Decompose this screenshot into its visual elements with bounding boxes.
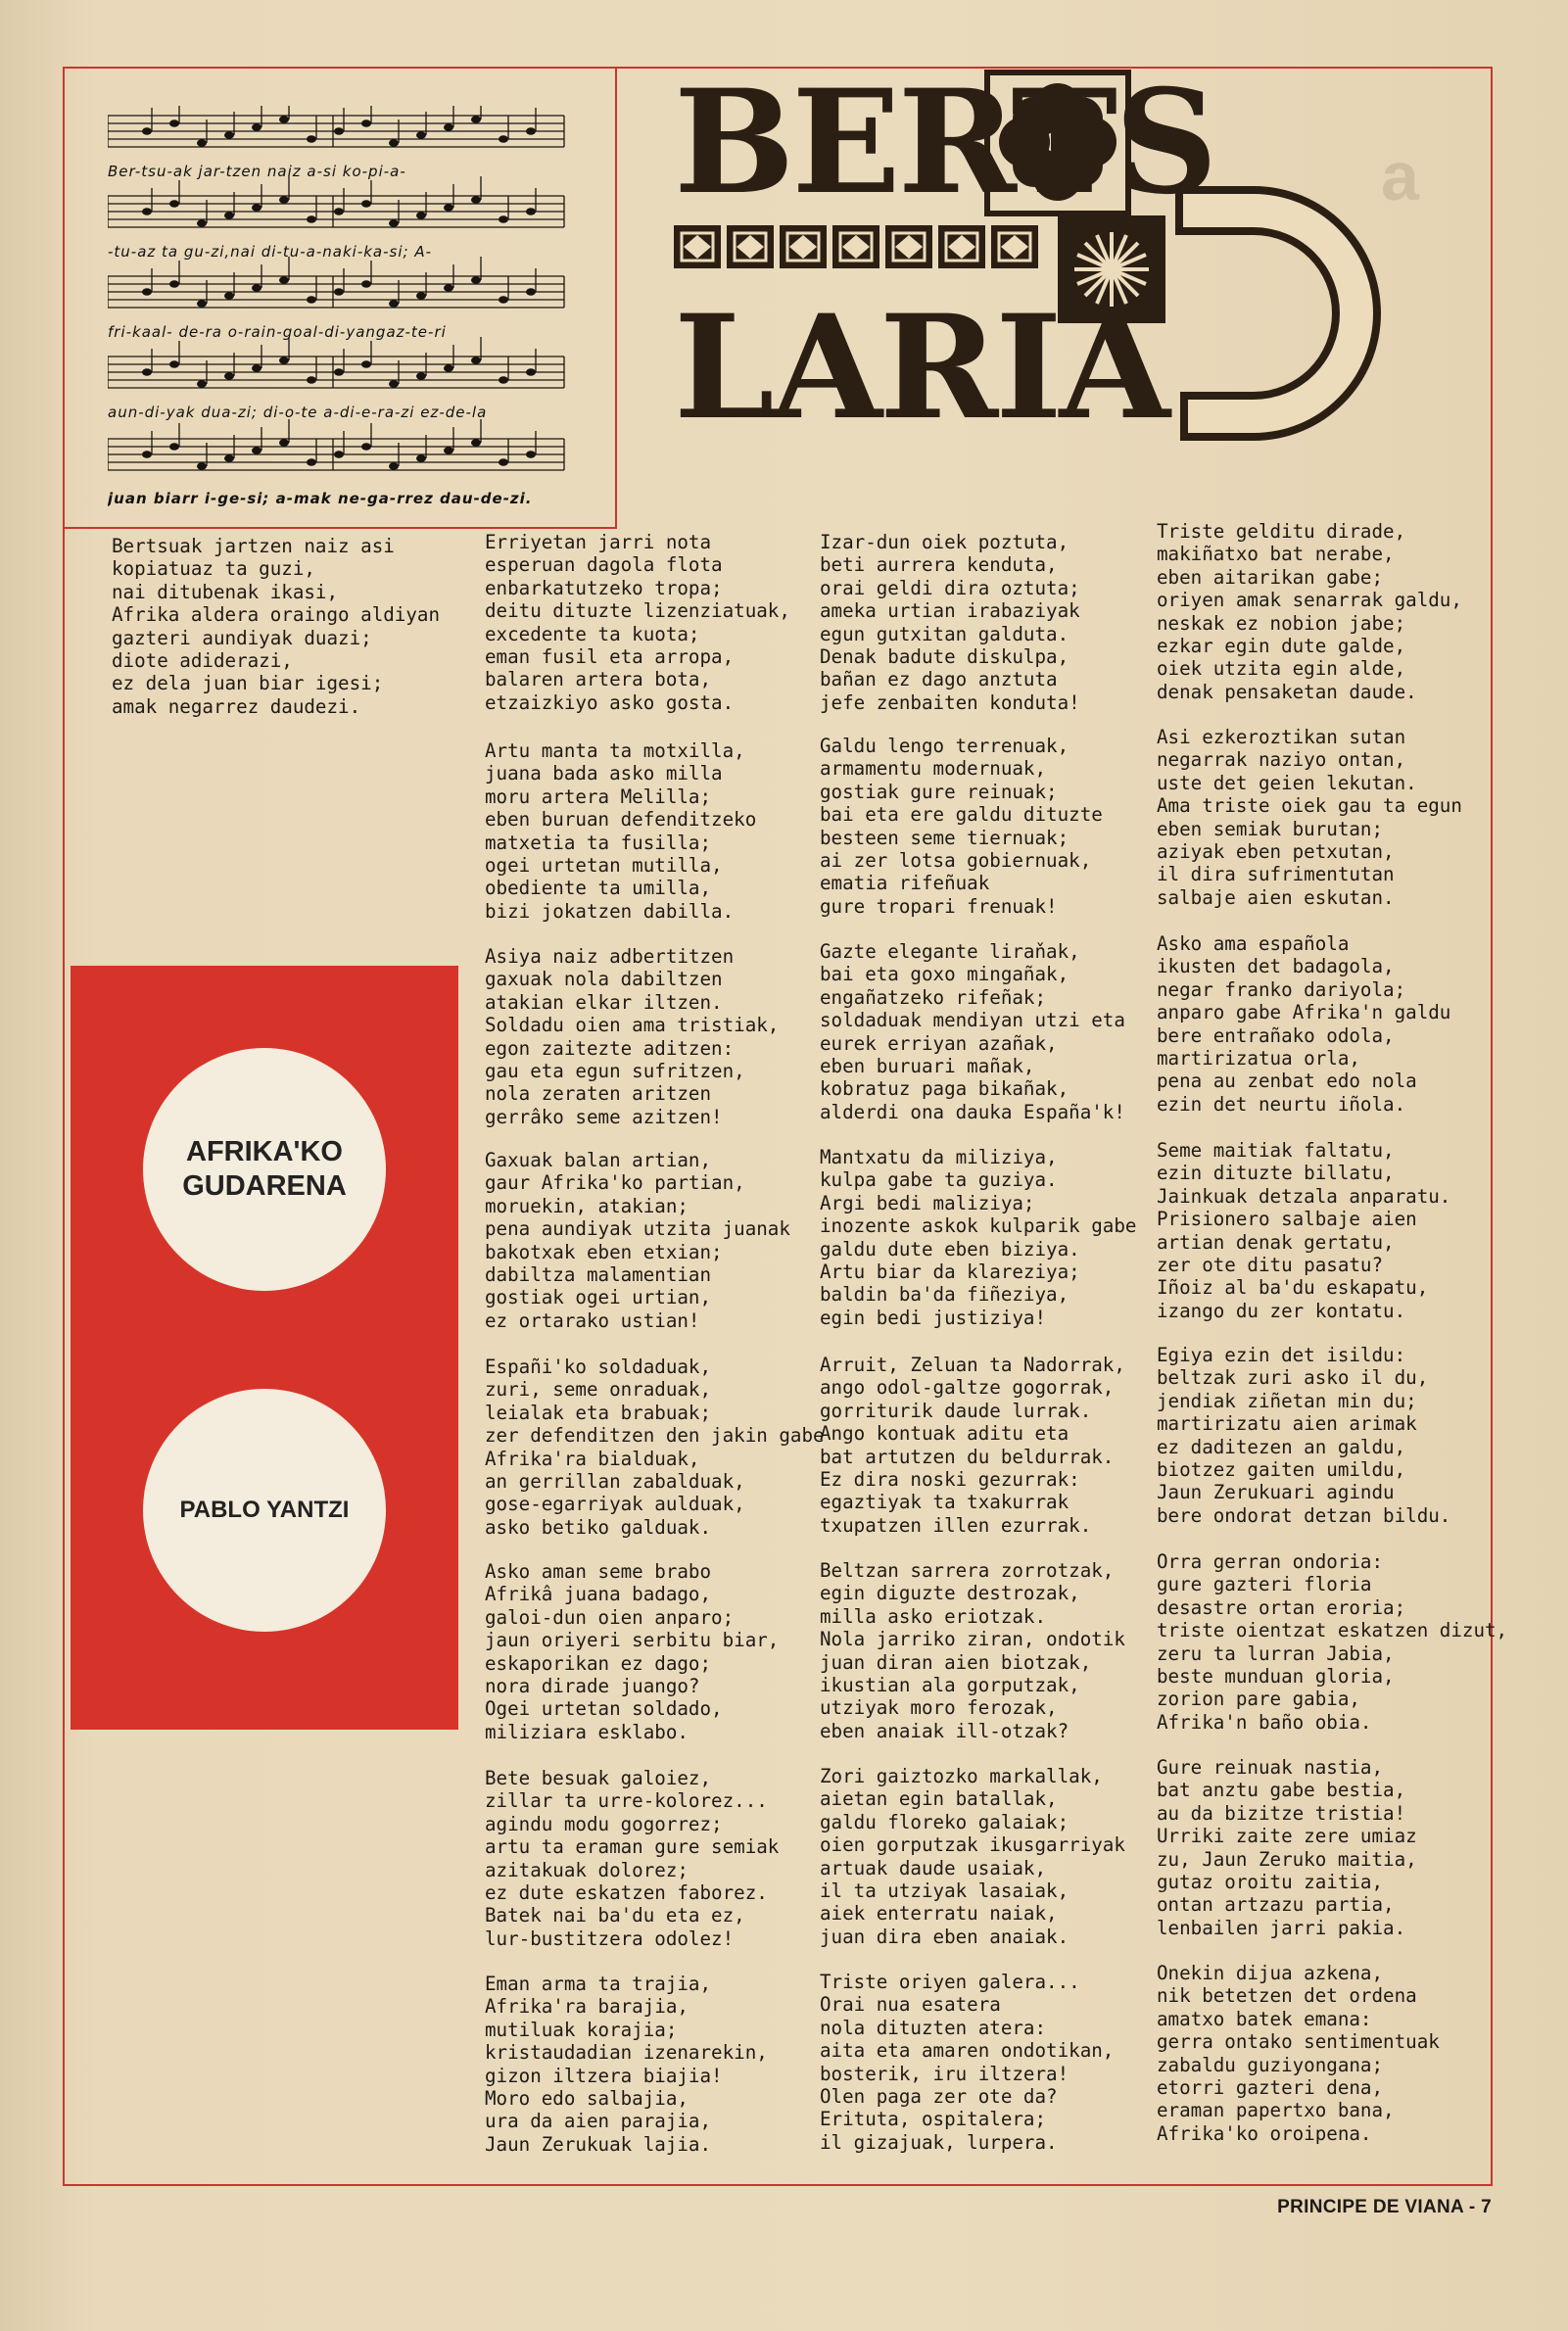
score-lyric-line-2: -tu-az ta gu-zi,nai di-tu-a-naki-ka-si; A- [108,243,433,261]
stanza-7: Asko aman seme brabo Afrikâ juana badago, galoi-dun oien anparo; jaun oriyeri serbitu biar, eskaporikan ez dago; nora dirade juango? Ogei urtetan soldado, miliziara esklabo. [485,1560,780,1743]
stanza-15: Beltzan sarrera zorrotzak, egin diguzte destrozak, milla asko eriotzak. Nola jarriko ziran, ondotik juan diran aien biotzak, ikustian ala gorputzak, utziyak moro ferozak, eben anaiak ill-otzak? [820,1559,1125,1742]
score-lyric-line-4: aun-di-yak dua-zi; di-o-te a-di-e-ra-zi ez-de-la [108,404,488,421]
stanza-18: Triste gelditu dirade, makiñatxo bat nerabe, eben aitarikan gabe; oriyen amak senarrak galdu, neskak ez nobion jabe; ezkar egin dute galde, oiek utzita egin alde, denak pensaketan daude. [1157,520,1462,703]
stanza-3: Artu manta ta motxilla, juana bada asko milla moru artera Melilla; eben buruan defenditzeko matxetia ta fusilla; ogei urtetan mutilla, obediente ta umilla, bizi jokatzen dabilla. [485,739,757,923]
stanza-19: Asi ezkeroztikan sutan negarrak naziyo ontan, uste det geien lekutan. Ama triste oiek gau ta egun eben semiak burutan; aziyak eben petxutan, il dira sufrimentutan salbaje aien eskutan. [1157,726,1462,909]
score-lyric-line-5: juan biarr i-ge-si; a-mak ne-ga-rrez dau-de-zi. [108,490,533,507]
stanza-21: Seme maitiak faltatu, ezin dituzte billatu, Jainkuak detzala anparatu. Prisionero salbaje aien artian denak gertatu, zer ote ditu pasatu? Iñoiz al ba'du eskapatu, izango du zer kontatu. [1157,1139,1451,1322]
stanza-6: Españi'ko soldaduak, zuri, seme onraduak, leialak eta brabuak; zer defenditzen den jakin gabe Afrika'ra bialduak, an gerrillan zabalduak, gose-egarriyak aulduak, asko betiko galduak. [485,1356,825,1539]
stanza-23: Orra gerran ondoria: gure gazteri floria desastre ortan eroria; triste oientzat eskatzen dizut, zeru ta lurran Jabia, beste munduan gloria, zorion pare gabia, Afrika'n baño obia. [1157,1550,1508,1734]
stanza-8: Bete besuak galoiez, zillar ta urre-kolorez... agindu modu gogorrez; artu ta eraman gure semiak azitakuak dolorez; ez dute eskatzen faborez. Batek nai ba'du eta ez, lur-bustitzera odolez! [485,1767,780,1950]
stanza-1: Bertsuak jartzen naiz asi kopiatuaz ta guzi, nai ditubenak ikasi, Afrika aldera oraingo aldiyan gazteri aundiyak duazi; diote adiderazi, ez dela juan biar igesi; amak negarrez daudezi. [112,535,441,718]
bertsolaria-logo [666,59,1489,460]
article-title: AFRIKA'KO GUDARENA [182,1135,347,1202]
stanza-12: Gazte elegante liraňak, bai eta goxo mingañak, engañatzeko rifeñak; soldaduak mendiyan utzi eta eurek erriyan azañak, eben buruari mañak, kobratuz paga bikañak, alderdi ona dauka España'k! [820,940,1125,1123]
title-circle [143,1048,386,1291]
logo-word-berts: BERTS [674,59,1215,226]
logo-word-laria: LARIA [674,284,1167,452]
stanza-16: Zori gaiztozko markallak, aietan egin batallak, galdu floreko galaiak; oien gorputzak ikusgarriyak artuak daude usaiak, il ta utziyak lasaiak, aiek enterratu naiak, juan dira eben anaiak. [820,1765,1125,1948]
page-footer: PRINCIPE DE VIANA - 7 [1277,2197,1492,2217]
score-lyric-line-1: Ber-tsu-ak jar-tzen naiz a-si ko-pi-a- [108,163,406,180]
score-lyric-line-3: fri-kaal- de-ra o-rain-goal-di-yangaz-te-ri [108,323,447,341]
stanza-9: Eman arma ta trajia, Afrika'ra barajia, mutiluak korajia; kristaudadian izenarekin, gizon iltzera biajia! Moro edo salbajia, ura da aien parajia, Jaun Zerukuak lajia. [485,1973,768,2156]
stanza-14: Arruit, Zeluan ta Nadorrak, ango odol-galtze gogorrak, gorriturik daude lurrak. Ango kontuak aditu eta bat artutzen du beldurrak. Ez dira noski gezurrak: egaztiyak ta txakurrak txupatzen illen ezurrak. [820,1354,1125,1537]
stanza-13: Mantxatu da miliziya, kulpa gabe ta guziya. Argi bedi maliziya; inozente askok kulparik gabe galdu dute eben biziya. Artu biar da klareziya; baldin ba'da fiñeziya, egin bedi justiziya! [820,1146,1137,1329]
stanza-25: Onekin dijua azkena, nik betetzen det ordena amatxo batek emana: gerra ontako sentimentuak zabaldu guziyongana; etorri gazteri dena, eraman papertxo bana, Afrika'ko oroipena. [1157,1962,1440,2145]
stanza-11: Galdu lengo terrenuak, armamentu modernuak, gostiak gure reinuak; bai eta ere galdu dituzte besteen seme tiernuak; ai zer lotsa gobiernuak, ematia rifeñuak gure tropari frenuak! [820,735,1103,918]
stanza-24: Gure reinuak nastia, bat anztu gabe bestia, au da bizitze tristia! Urriki zaite zere umiaz zu, Jaun Zeruko maitia, gutaz oroitu zaitia, ontan artzazu partia, lenbailen jarri pakia. [1157,1756,1417,1939]
author-circle [143,1389,386,1632]
stanza-5: Gaxuak balan artian, gaur Afrika'ko partian, moruekin, atakian; pena aundiyak utzita juanak bakotxak eben etxian; dabiltza malamentian gostiak ogei urtian, ez ortarako ustian! [485,1149,790,1332]
stanza-10: Izar-dun oiek poztuta, beti aurrera kenduta, orai geldi dira oztuta; ameka urtian irabaziyak egun gutxitan galduta. Denak badute diskulpa, bañan ez dago anztuta jefe zenbaiten konduta! [820,531,1080,714]
music-score [108,106,568,517]
show-through-text: a [1381,138,1419,214]
stanza-4: Asiya naiz adbertitzen gaxuak nola dabiltzen atakian elkar iltzen. Soldadu oien ama tristiak, egon zaitezte aditzen: gau eta egun sufritzen, nola zeraten aritzen gerrâko seme azitzen! [485,945,780,1128]
stanza-20: Asko ama española ikusten det badagola, negar franko dariyola; anparo gabe Afrika'n galdu bere entrañako odola, martirizatua orla, pena au zenbat edo nola ezin det neurtu iñola. [1157,932,1451,1116]
stanza-2: Erriyetan jarri nota esperuan dagola flota enbarkatutzeko tropa; deitu dituzte lizenziatuak, excedente ta kuota; eman fusil eta arropa, balaren artera bota, etzaizkiyo asko gosta. [485,531,790,714]
stanza-17: Triste oriyen galera... Orai nua esatera nola dituzten atera: aita eta amaren ondotikan, bosterik, iru iltzera! Olen paga zer ote da? Erituta, ospitalera; il gizajuak, lurpera. [820,1971,1115,2154]
title-panel [71,966,458,1730]
author-name: PABLO YANTZI [179,1497,350,1524]
stanza-22: Egiya ezin det isildu: beltzak zuri asko il du, jendiak ziñetan min du; martirizatu aien arimak ez daditezen an galdu, biotzez gaiten umildu, Jaun Zerukuari agindu bere ondorat detzan bildu. [1157,1344,1451,1527]
